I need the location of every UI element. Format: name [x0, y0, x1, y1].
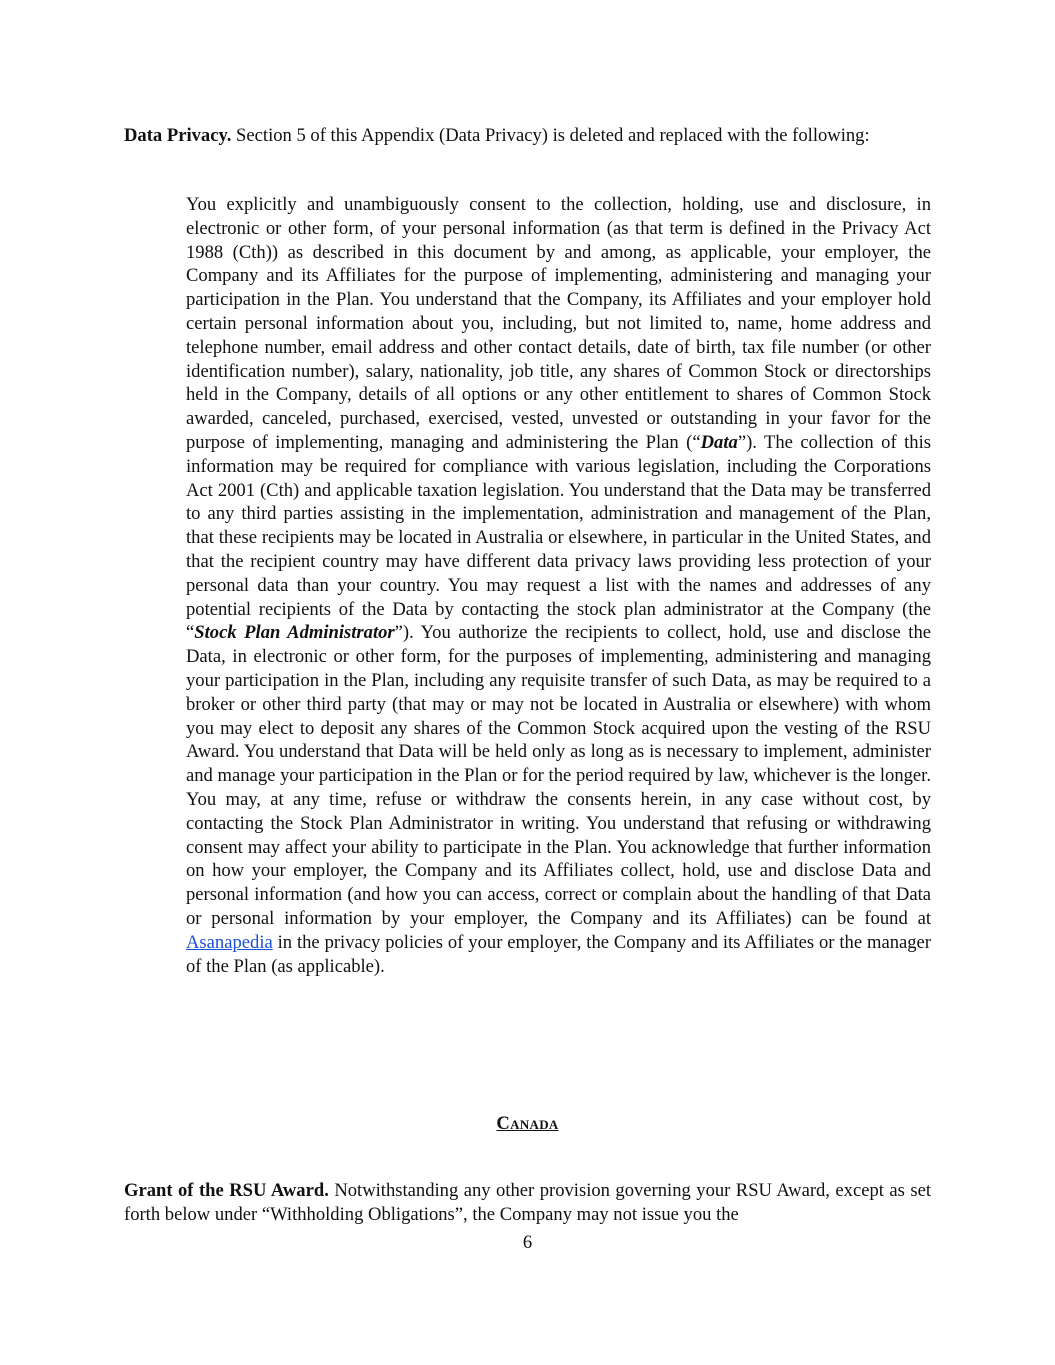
defined-term-data: Data [700, 431, 738, 453]
consent-text-part-4: in the privacy policies of your employer, the Company and its Affiliates or the manager of the Plan (as applicable). [186, 931, 931, 977]
grant-rsu-heading: Grant of the RSU Award. [124, 1180, 329, 1201]
consent-text-part-3: ”). You authorize the recipients to collect, hold, use and disclose the Data, in electronic or other form, for the purposes of implementing, administering and managing your participation in the Plan, including any requisite transfer of such Data, as may be required to a broker or other third party (that may or may not be located in Australia or elsewhere) with whom you may elect to deposit any shares of the Common Stock acquired upon the vesting of the RSU Award. You understand that Data will be held only as long as is necessary to implement, administer and manage your participation in the Plan or for the period required by law, whichever is the longer. You may, at any time, refuse or withdraw the consents herein, in any case without cost, by contacting the Stock Plan Administrator in writing. You understand that refusing or withdrawing consent may affect your ability to participate in the Plan. You acknowledge that further information on how your employer, the Company and its Affiliates collect, hold, use and disclose Data and personal information (and how you can access, correct or complain about the handling of that Data or personal information by your employer, the Company and its Affiliates) can be found at [186, 622, 932, 929]
grant-rsu-text: Notwithstanding any other provision governing your RSU Award, except as set forth below under “Withholding Obligations”, the Company may not issue you the [124, 1180, 931, 1225]
defined-term-stock-plan-administrator: Stock Plan Administrator [194, 622, 395, 644]
data-privacy-heading: Data Privacy. [124, 125, 232, 146]
consent-text-part-1: You explicitly and unambiguously consent to the collection, holding, use and disclosure, in electronic or other form, of your personal information (as that term is defined in the Privacy Act 1988 (Cth)) as described in this document by and among, as applicable, your employer, the Company and its Affiliates for the purpose of implementing, administering and managing your participation in the Plan. You understand that the Company, its Affiliates and your employer hold certain personal information about you, including, but not limited to, name, home address and telephone number, email address and other contact details, date of birth, tax file number (or other identification number), salary, nationality, job title, any shares of Common Stock or directorships held in the Company, details of all options or any other entitlement to shares of Common Stock awarded, canceled, purchased, exercised, vested, unvested or outstanding in your favor for the purpose of implementing, managing and administering the Plan (“ [186, 194, 931, 453]
canada-section-heading: Canada [496, 1113, 559, 1134]
data-privacy-intro: Section 5 of this Appendix (Data Privacy) is deleted and replaced with the following: [231, 125, 870, 146]
data-privacy-consent-block [186, 193, 931, 978]
grant-rsu-paragraph [124, 1179, 931, 1227]
data-privacy-paragraph [124, 124, 931, 148]
page-number: 6 [522, 1232, 533, 1253]
asanapedia-link[interactable]: Asanapedia [186, 931, 273, 953]
consent-text-part-2: ”). The collection of this information may be required for compliance with various legislation, including the Corporations Act 2001 (Cth) and applicable taxation legislation. You understand that the Data may be transferred to any third parties assisting in the implementation, administration and management of the Plan, that these recipients may be located in Australia or elsewhere, in particular in the United States, and that the recipient country may have different data privacy laws providing less protection of your personal data than your country. You may request a list with the names and addresses of any potential recipients of the Data by contacting the stock plan administrator at the Company (the “ [186, 431, 931, 644]
